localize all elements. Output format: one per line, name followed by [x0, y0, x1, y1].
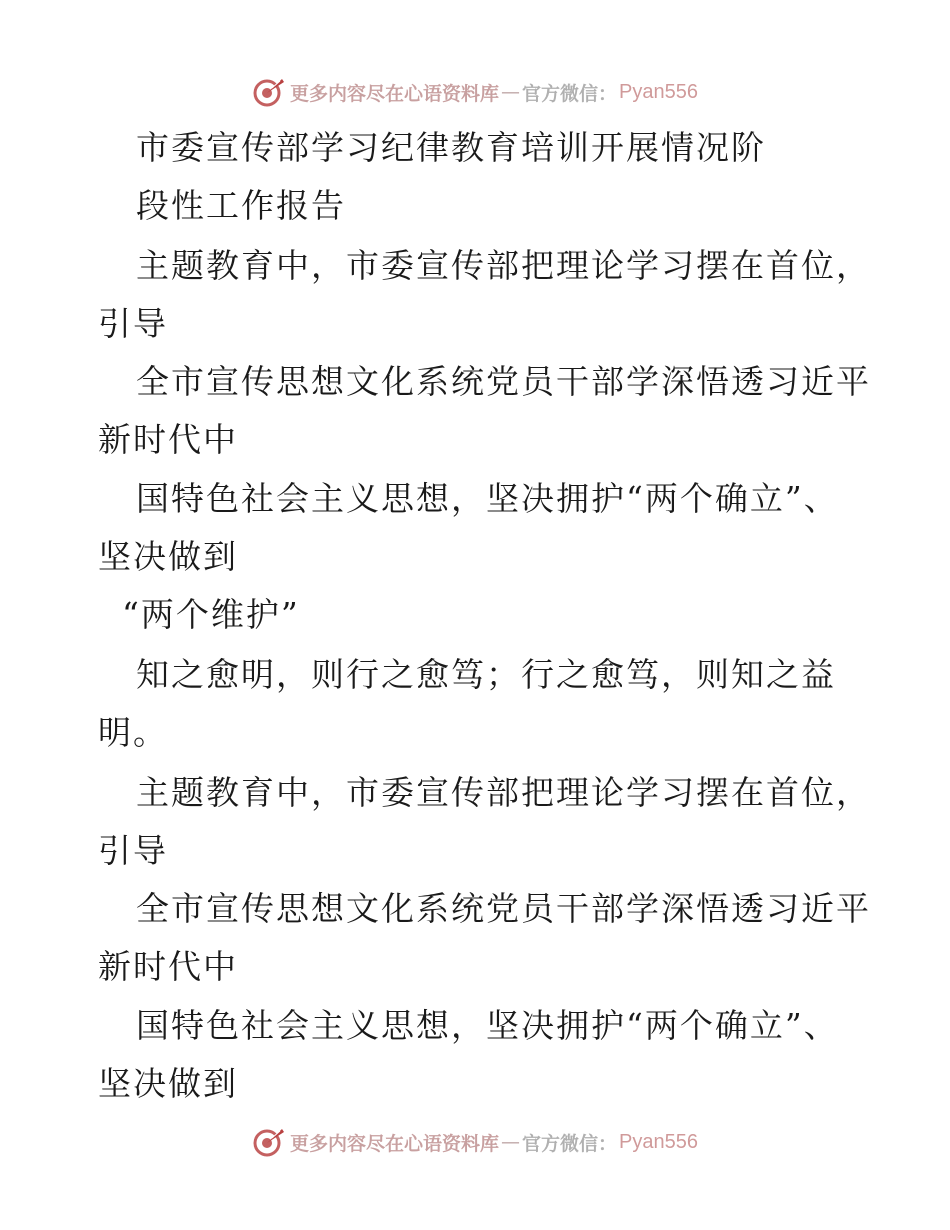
banner-dash: — [501, 1131, 521, 1153]
pen-logo-icon [252, 75, 286, 109]
banner-wechat-label: 官方微信： [522, 82, 618, 105]
banner-wechat-id: Pyan556 [619, 80, 698, 103]
doc-title-line: 市委宣传部学习纪律教育培训开展情况阶 [136, 128, 766, 167]
paragraph-line: 坚决做到 [98, 1064, 238, 1103]
paragraph-line: 坚决做到 [98, 537, 238, 576]
paragraph-line: “两个维护” [122, 595, 300, 634]
paragraph-line: 引导 [98, 304, 168, 343]
paragraph-line: 主题教育中，市委宣传部把理论学习摆在首位， [136, 246, 871, 285]
paragraph-line: 知之愈明，则行之愈笃；行之愈笃，则知之益 [136, 655, 836, 694]
paragraph-line: 新时代中 [98, 947, 238, 986]
banner-text: 更多内容尽在心语资料库 [290, 1132, 500, 1155]
banner-wechat-id: Pyan556 [619, 1130, 698, 1153]
paragraph-line: 全市宣传思想文化系统党员干部学深悟透习近平 [136, 362, 871, 401]
banner-dash: — [501, 81, 521, 103]
paragraph-line: 明。 [98, 713, 168, 752]
paragraph-line: 新时代中 [98, 420, 238, 459]
paragraph-line: 国特色社会主义思想，坚决拥护“两个确立”、 [136, 479, 839, 518]
paragraph-line: 全市宣传思想文化系统党员干部学深悟透习近平 [136, 889, 871, 928]
paragraph-line: 国特色社会主义思想，坚决拥护“两个确立”、 [136, 1006, 839, 1045]
banner-text: 更多内容尽在心语资料库 [290, 82, 500, 105]
header-banner [0, 72, 950, 112]
banner-wechat-label: 官方微信： [522, 1132, 618, 1155]
paragraph-line: 主题教育中，市委宣传部把理论学习摆在首位， [136, 773, 871, 812]
footer-banner [0, 1122, 950, 1162]
paragraph-line: 引导 [98, 831, 168, 870]
pen-logo-icon [252, 1125, 286, 1159]
doc-title-line: 段性工作报告 [136, 186, 346, 225]
